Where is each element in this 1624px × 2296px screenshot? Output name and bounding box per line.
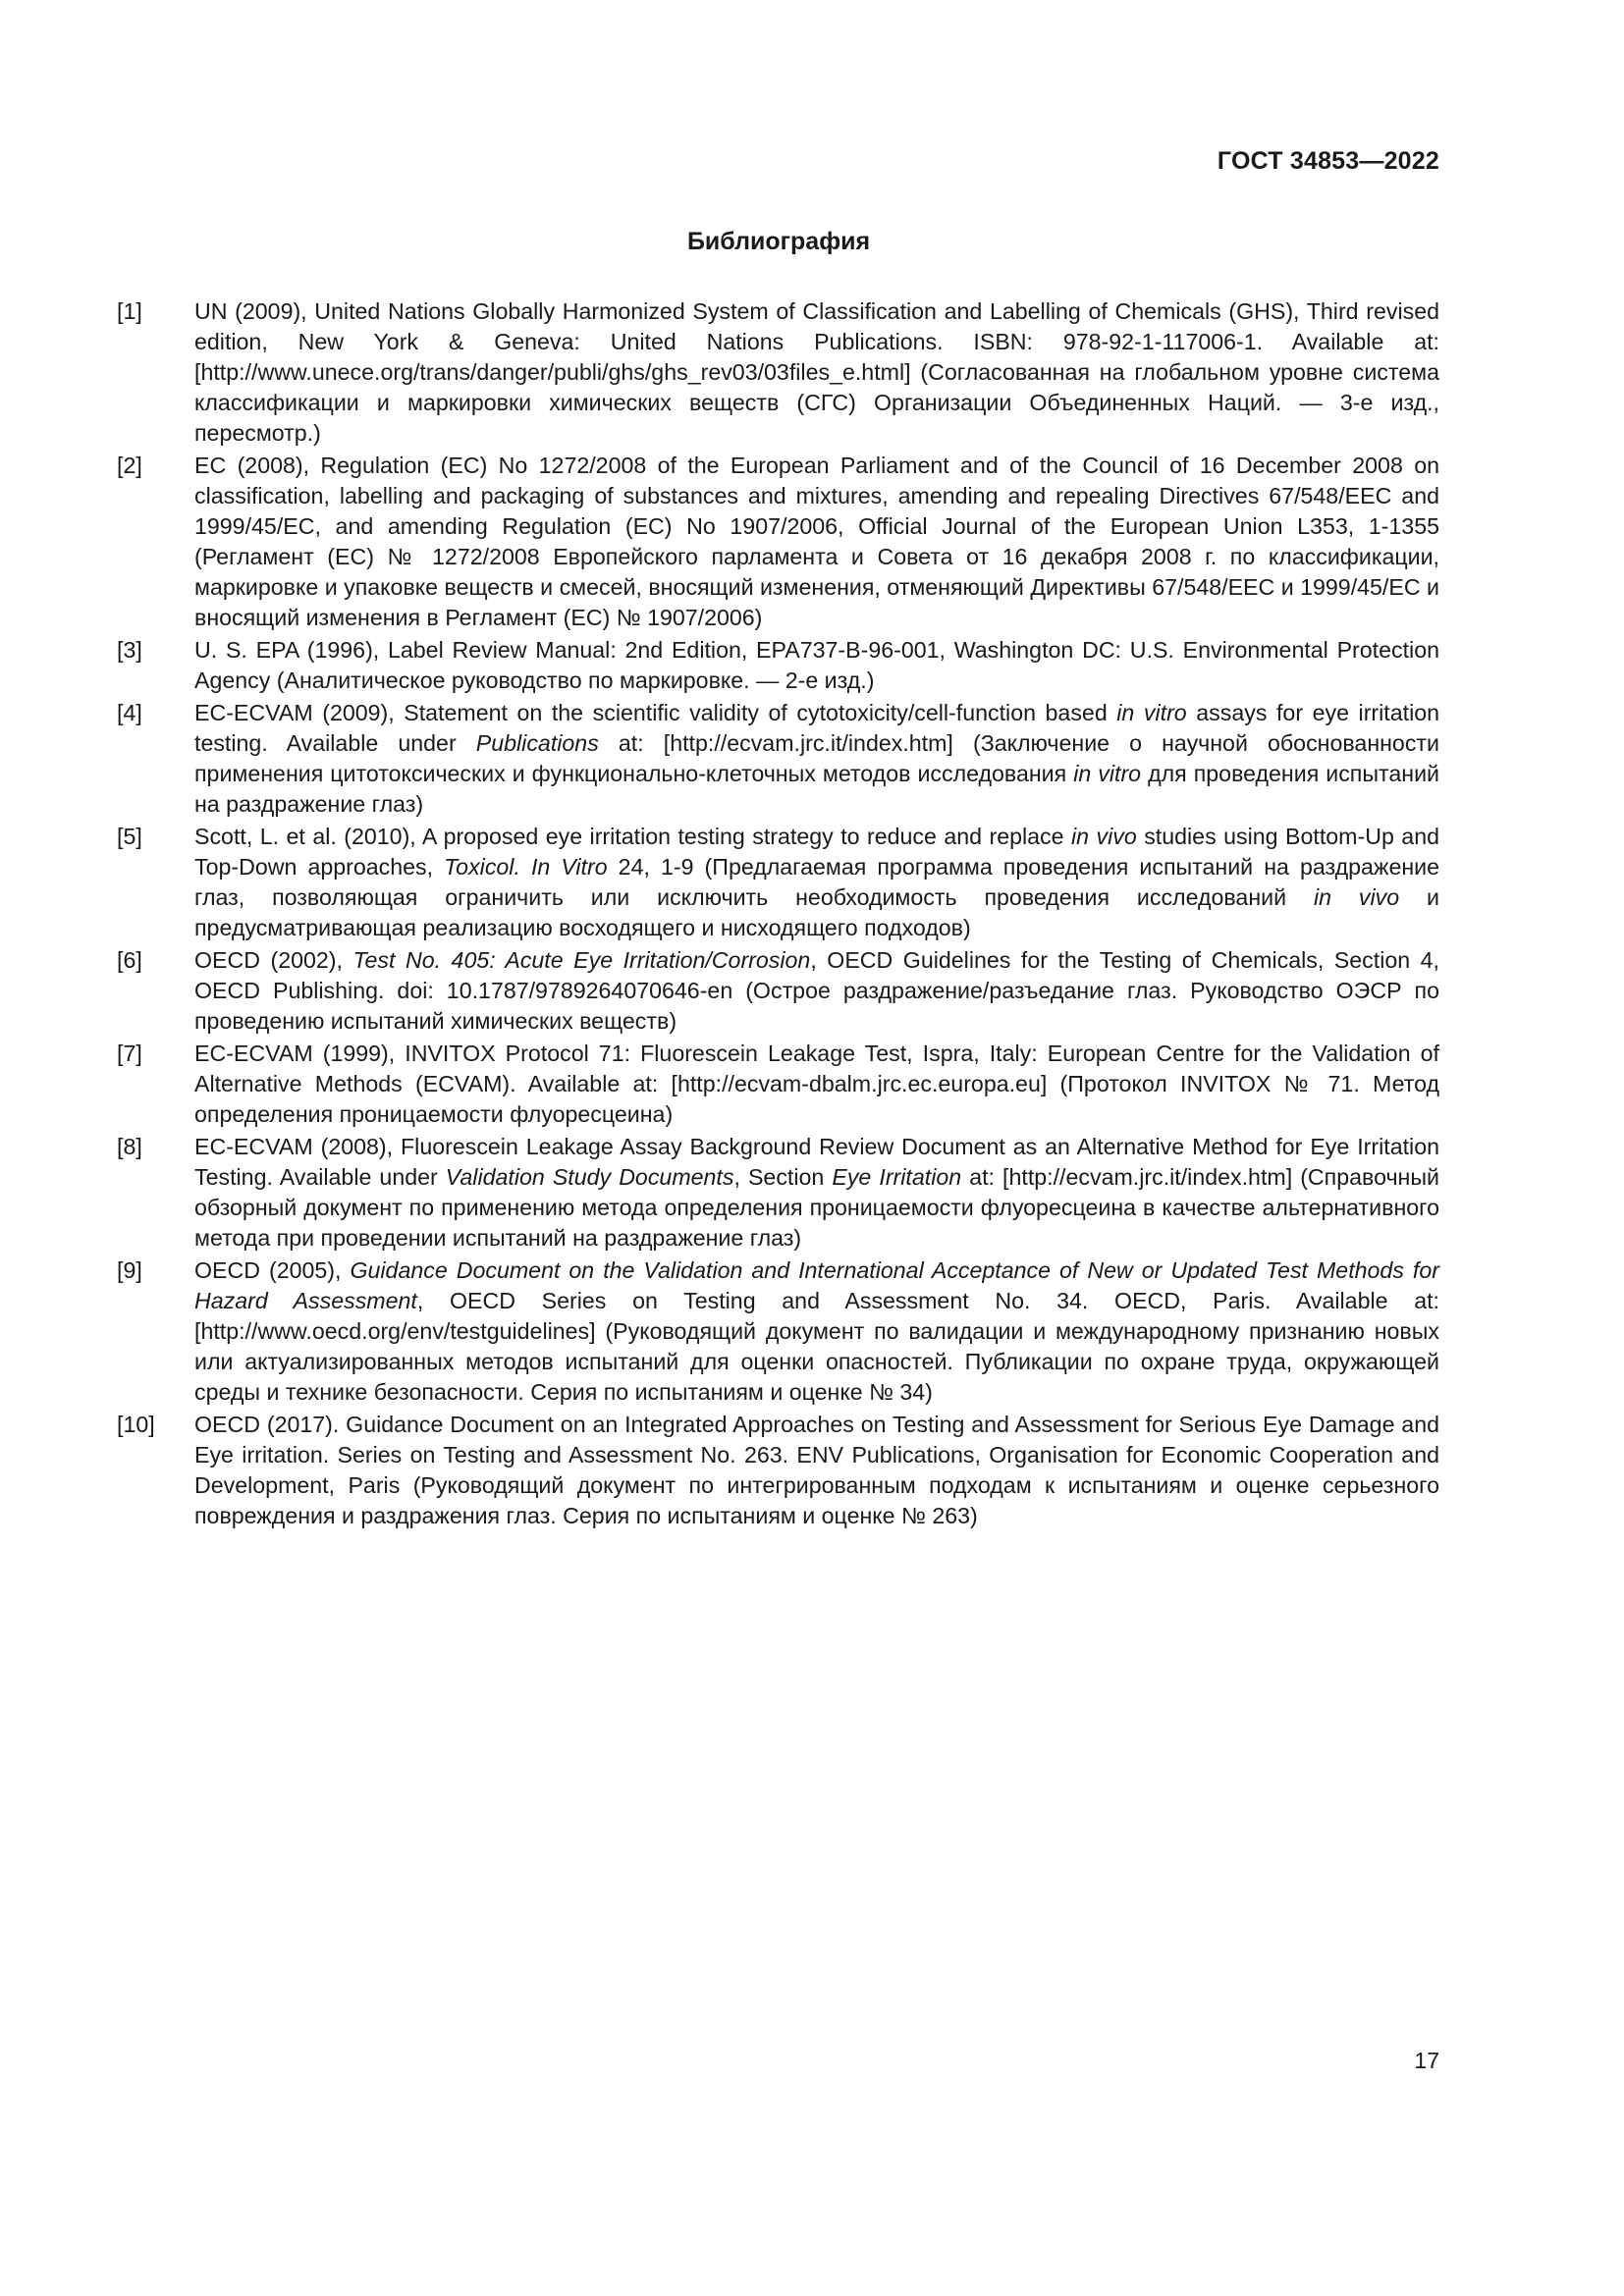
- reference-text-run: , OECD Guidelines for the Testing of Chemicals, Section 4, OECD Publishing. doi: 10.1787/9789264070646-en (Острое раздражение/разъедание глаз. Руководство ОЭСР по проведению испытаний химических веществ): [194, 947, 1439, 1034]
- reference-text: [194, 698, 1439, 820]
- reference-text: [194, 296, 1439, 449]
- reference-text: [194, 1255, 1439, 1408]
- reference-text-run: , Section: [733, 1164, 833, 1190]
- section-title: Библиография: [686, 228, 871, 255]
- reference-text-run: и предусматривающая реализацию восходящего и нисходящего подходов): [194, 884, 1439, 940]
- reference-text-run: Scott, L. et al. (2010), A proposed eye irritation testing strategy to reduce and replace: [194, 824, 1071, 849]
- reference-text-run: , OECD Series on Testing and Assessment No. 34. OECD, Paris. Available at: [http://www.oecd.org/env/testguidelines] (Руководящий документ по валидации и международному признанию новых или актуализированных методов испытаний для оценки опасностей. Публикации по охране труда, окружающей среды и технике безопасности. Серия по испытаниям и оценке № 34): [194, 1288, 1439, 1405]
- reference-text-run: для проведения испытаний на раздражение глаз): [194, 761, 1439, 817]
- reference-text-italic: in vivo: [1313, 884, 1400, 910]
- bibliography-list: [117, 296, 1439, 1533]
- reference-text: [194, 822, 1439, 943]
- reference-text-italic: Publications: [475, 730, 599, 756]
- reference-text: [194, 1132, 1439, 1254]
- reference-text-italic: in vivo: [1071, 824, 1137, 849]
- reference-number: [6]: [117, 947, 142, 973]
- reference-text: [194, 1039, 1439, 1130]
- reference-text-run: studies using Bottom-Up and Top-Down approaches,: [194, 824, 1439, 880]
- reference-text-italic: Eye Irritation: [832, 1164, 962, 1190]
- reference-text: [194, 1410, 1439, 1531]
- reference-item: [117, 822, 1439, 943]
- reference-item: [117, 698, 1439, 820]
- reference-text-italic: Validation Study Documents: [445, 1164, 734, 1190]
- reference-item: [117, 1132, 1439, 1254]
- reference-number: [2]: [117, 453, 142, 478]
- reference-number: [3]: [117, 637, 142, 663]
- reference-item: [117, 296, 1439, 449]
- reference-text-italic: in vitro: [1116, 700, 1187, 725]
- reference-number: [4]: [117, 700, 142, 725]
- reference-number: [10]: [117, 1412, 155, 1437]
- reference-text-italic: Guidance Document on the Validation and International Acceptance of New or Updated Test Methods for Hazard Assessment: [194, 1257, 1439, 1313]
- reference-text-run: at: [http://ecvam.jrc.it/index.htm] (Заключение о научной обоснованности применения цитотоксических и функционально-клеточных методов исследования: [194, 730, 1439, 786]
- reference-item: [117, 635, 1439, 696]
- reference-item: [117, 451, 1439, 633]
- reference-text: [194, 945, 1439, 1037]
- reference-text-italic: in vitro: [1073, 761, 1142, 786]
- reference-text-run: 24, 1-9 (Предлагаемая программа проведения испытаний на раздражение глаз, позволяющая ограничить или исключить необходимость проведения исследований: [194, 854, 1439, 910]
- reference-text-run: EC-ECVAM (1999), INVITOX Protocol 71: Fluorescein Leakage Test, Ispra, Italy: European Centre for the Validation of Alternative Methods (ECVAM). Available at: [http://ecvam-dbalm.jrc.ec.europa.eu] (Протокол INVITOX № 71. Метод определения проницаемости флуоресцеина): [194, 1041, 1439, 1127]
- reference-text-run: UN (2009), United Nations Globally Harmonized System of Classification and Labelling of Chemicals (GHS), Third revised edition, New York & Geneva: United Nations Publications. ISBN: 978-92-1-117006-1. Available at: [http://www.unece.org/trans/danger/publi/ghs/ghs_rev03/03files_e.html] (Согласованная на глобальном уровне система классификации и маркировки химических веществ (СГС) Организации Объединенных Наций. — 3-е изд., пересмотр.): [194, 298, 1439, 446]
- page-number: 17: [1414, 2048, 1439, 2073]
- reference-item: [117, 945, 1439, 1037]
- reference-number: [1]: [117, 298, 142, 324]
- reference-item: [117, 1255, 1439, 1408]
- reference-text-run: EC-ECVAM (2009), Statement on the scientific validity of cytotoxicity/cell-function based: [194, 700, 1117, 725]
- reference-text: [194, 635, 1439, 696]
- reference-text-run: OECD (2002),: [194, 947, 353, 973]
- document-id: ГОСТ 34853—2022: [1217, 147, 1439, 175]
- reference-text-run: EC-ECVAM (2008), Fluorescein Leakage Assay Background Review Document as an Alternative Method for Eye Irritation Testing. Available under: [194, 1134, 1439, 1190]
- reference-text: [194, 451, 1439, 633]
- reference-number: [7]: [117, 1041, 142, 1066]
- reference-text-italic: Toxicol. In Vitro: [444, 854, 608, 880]
- reference-text-run: OECD (2017). Guidance Document on an Integrated Approaches on Testing and Assessment for Serious Eye Damage and Eye irritation. Series on Testing and Assessment No. 263. ENV Publications, Organisation for Economic Cooperation and Development, Paris (Руководящий документ по интегрированным подходам к испытаниям и оценке серьезного повреждения и раздражения глаз. Серия по испытаниям и оценке № 263): [194, 1412, 1439, 1528]
- reference-text-run: OECD (2005),: [194, 1257, 351, 1283]
- reference-item: [117, 1410, 1439, 1531]
- reference-text-run: EC (2008), Regulation (EC) No 1272/2008 of the European Parliament and of the Council of 16 December 2008 on classification, labelling and packaging of substances and mixtures, amending and repealing Directives 67/548/EEC and 1999/45/EC, and amending Regulation (EC) No 1907/2006, Official Journal of the European Union L353, 1-1355 (Регламент (ЕС) № 1272/2008 Европейского парламента и Совета от 16 декабря 2008 г. по классификации, маркировке и упаковке веществ и смесей, вносящий изменения, отменяющий Директивы 67/548/ЕЕС и 1999/45/ЕС и вносящий изменения в Регламент (ЕС) № 1907/2006): [194, 453, 1439, 630]
- reference-text-run: U. S. EPA (1996), Label Review Manual: 2nd Edition, EPA737-B-96-001, Washington DC: U.S. Environmental Protection Agency (Аналитическое руководство по маркировке. — 2-е изд.): [194, 637, 1439, 693]
- reference-text-italic: Test No. 405: Acute Eye Irritation/Corrosion: [352, 947, 811, 973]
- reference-text-run: assays for eye irritation testing. Available under: [194, 700, 1440, 756]
- reference-number: [5]: [117, 824, 142, 849]
- reference-number: [9]: [117, 1257, 142, 1283]
- reference-number: [8]: [117, 1134, 142, 1159]
- reference-item: [117, 1039, 1439, 1130]
- reference-text-run: at: [http://ecvam.jrc.it/index.htm] (Справочный обзорный документ по применению метода определения проницаемости флуоресцеина в качестве альтернативного метода при проведении испытаний на раздражение глаз): [194, 1164, 1439, 1251]
